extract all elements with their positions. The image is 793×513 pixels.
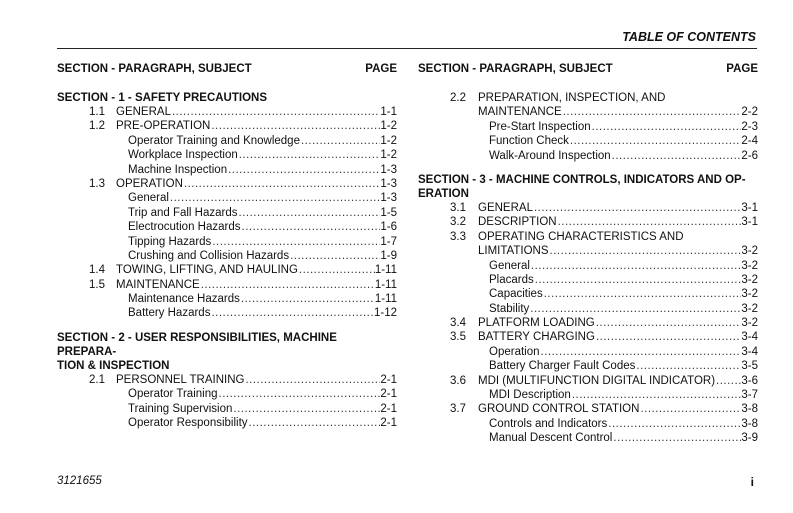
- toc-entry[interactable]: Battery Hazards ..... 1-12: [57, 306, 397, 320]
- column-header-left: [57, 63, 397, 77]
- section-2-title-line1: SECTION - 2 - USER RESPONSIBILITIES, MACHINE PREPARA-: [57, 331, 337, 358]
- toc-entry[interactable]: Tipping Hazards ..... 1-7: [57, 235, 397, 249]
- toc-entry-3-3[interactable]: 3.3 OPERATING CHARACTERISTICS AND: [450, 230, 684, 243]
- toc-entry[interactable]: Controls and Indicators ..... 3-8: [418, 417, 758, 431]
- toc-entry[interactable]: Operator Training ..... 2-1: [57, 387, 397, 401]
- toc-entry-3-7[interactable]: 3.7 GROUND CONTROL STATION ..... 3-8: [418, 402, 758, 416]
- toc-entry-1-2[interactable]: 1.2 PRE-OPERATION ..... 1-2: [57, 119, 397, 133]
- toc-entry[interactable]: Function Check ..... 2-4: [418, 134, 758, 148]
- toc-entry[interactable]: Stability ..... 3-2: [418, 302, 758, 316]
- column-header-right: [418, 63, 758, 77]
- toc-column-left: [57, 63, 397, 430]
- toc-entry[interactable]: Placards ..... 3-2: [418, 273, 758, 287]
- page-label: PAGE: [726, 63, 758, 75]
- toc-entry[interactable]: Workplace Inspection ..... 1-2: [57, 148, 397, 162]
- section-3-title-line2: ERATION: [418, 187, 469, 200]
- toc-entry-1-5[interactable]: 1.5 MAINTENANCE ..... 1-11: [57, 278, 397, 292]
- toc-entry-2-2[interactable]: 2.2 PREPARATION, INSPECTION, AND: [450, 92, 666, 104]
- toc-entry-2-2-cont[interactable]: MAINTENANCE ..... 2-2: [418, 105, 758, 119]
- subject-label: SECTION - PARAGRAPH, SUBJECT: [418, 63, 613, 75]
- toc-entry[interactable]: Pre-Start Inspection ..... 2-3: [418, 120, 758, 134]
- toc-entry-3-3-cont[interactable]: LIMITATIONS ..... 3-2: [418, 244, 758, 258]
- toc-entry[interactable]: Machine Inspection ..... 1-3: [57, 163, 397, 177]
- toc-entry-3-6[interactable]: 3.6 MDI (MULTIFUNCTION DIGITAL INDICATOR) ..... 3-6: [418, 374, 758, 388]
- toc-entry[interactable]: Operator Responsibility ..... 2-1: [57, 416, 397, 430]
- section-2-title[interactable]: [57, 331, 397, 373]
- toc-entry[interactable]: MDI Description ..... 3-7: [418, 388, 758, 402]
- page-header-title: TABLE OF CONTENTS: [622, 30, 756, 44]
- toc-entry[interactable]: Trip and Fall Hazards ..... 1-5: [57, 206, 397, 220]
- subject-label: SECTION - PARAGRAPH, SUBJECT: [57, 63, 252, 75]
- toc-entry-1-1[interactable]: 1.1 GENERAL ..... 1-1: [57, 105, 397, 119]
- toc-entry-3-1[interactable]: 3.1 GENERAL ..... 3-1: [418, 201, 758, 215]
- section-3-title-line1: SECTION - 3 - MACHINE CONTROLS, INDICATORS AND OP-: [418, 173, 746, 186]
- toc-entry-1-3[interactable]: 1.3 OPERATION ..... 1-3: [57, 177, 397, 191]
- toc-entry-3-2[interactable]: 3.2 DESCRIPTION ..... 3-1: [418, 215, 758, 229]
- page-number: i: [750, 475, 754, 489]
- section-3-title[interactable]: [418, 173, 758, 201]
- toc-entry[interactable]: Training Supervision ..... 2-1: [57, 402, 397, 416]
- page-label: PAGE: [365, 63, 397, 75]
- toc-entry[interactable]: General ..... 3-2: [418, 259, 758, 273]
- section-1-title[interactable]: SECTION - 1 - SAFETY PRECAUTIONS: [57, 92, 268, 104]
- toc-entry[interactable]: Crushing and Collision Hazards ..... 1-9: [57, 249, 397, 263]
- toc-entry[interactable]: Capacities ..... 3-2: [418, 287, 758, 301]
- document-number: 3121655: [57, 475, 102, 487]
- section-2-title-line2: TION & INSPECTION: [57, 359, 170, 372]
- toc-entry[interactable]: Battery Charger Fault Codes ..... 3-5: [418, 359, 758, 373]
- toc-entry[interactable]: Operation ..... 3-4: [418, 345, 758, 359]
- toc-entry-2-1[interactable]: 2.1 PERSONNEL TRAINING ..... 2-1: [57, 373, 397, 387]
- toc-entry[interactable]: Electrocution Hazards ..... 1-6: [57, 220, 397, 234]
- toc-entry[interactable]: Walk-Around Inspection ..... 2-6: [418, 149, 758, 163]
- toc-entry-1-4[interactable]: 1.4 TOWING, LIFTING, AND HAULING ..... 1-11: [57, 263, 397, 277]
- toc-entry[interactable]: Operator Training and Knowledge ..... 1-2: [57, 134, 397, 148]
- toc-entry-3-4[interactable]: 3.4 PLATFORM LOADING ..... 3-2: [418, 316, 758, 330]
- header-rule: [57, 48, 757, 49]
- toc-column-right: [418, 63, 758, 446]
- toc-entry[interactable]: Maintenance Hazards ..... 1-11: [57, 292, 397, 306]
- toc-entry[interactable]: General ..... 1-3: [57, 191, 397, 205]
- toc-entry-3-5[interactable]: 3.5 BATTERY CHARGING ..... 3-4: [418, 330, 758, 344]
- toc-entry[interactable]: Manual Descent Control ..... 3-9: [418, 431, 758, 445]
